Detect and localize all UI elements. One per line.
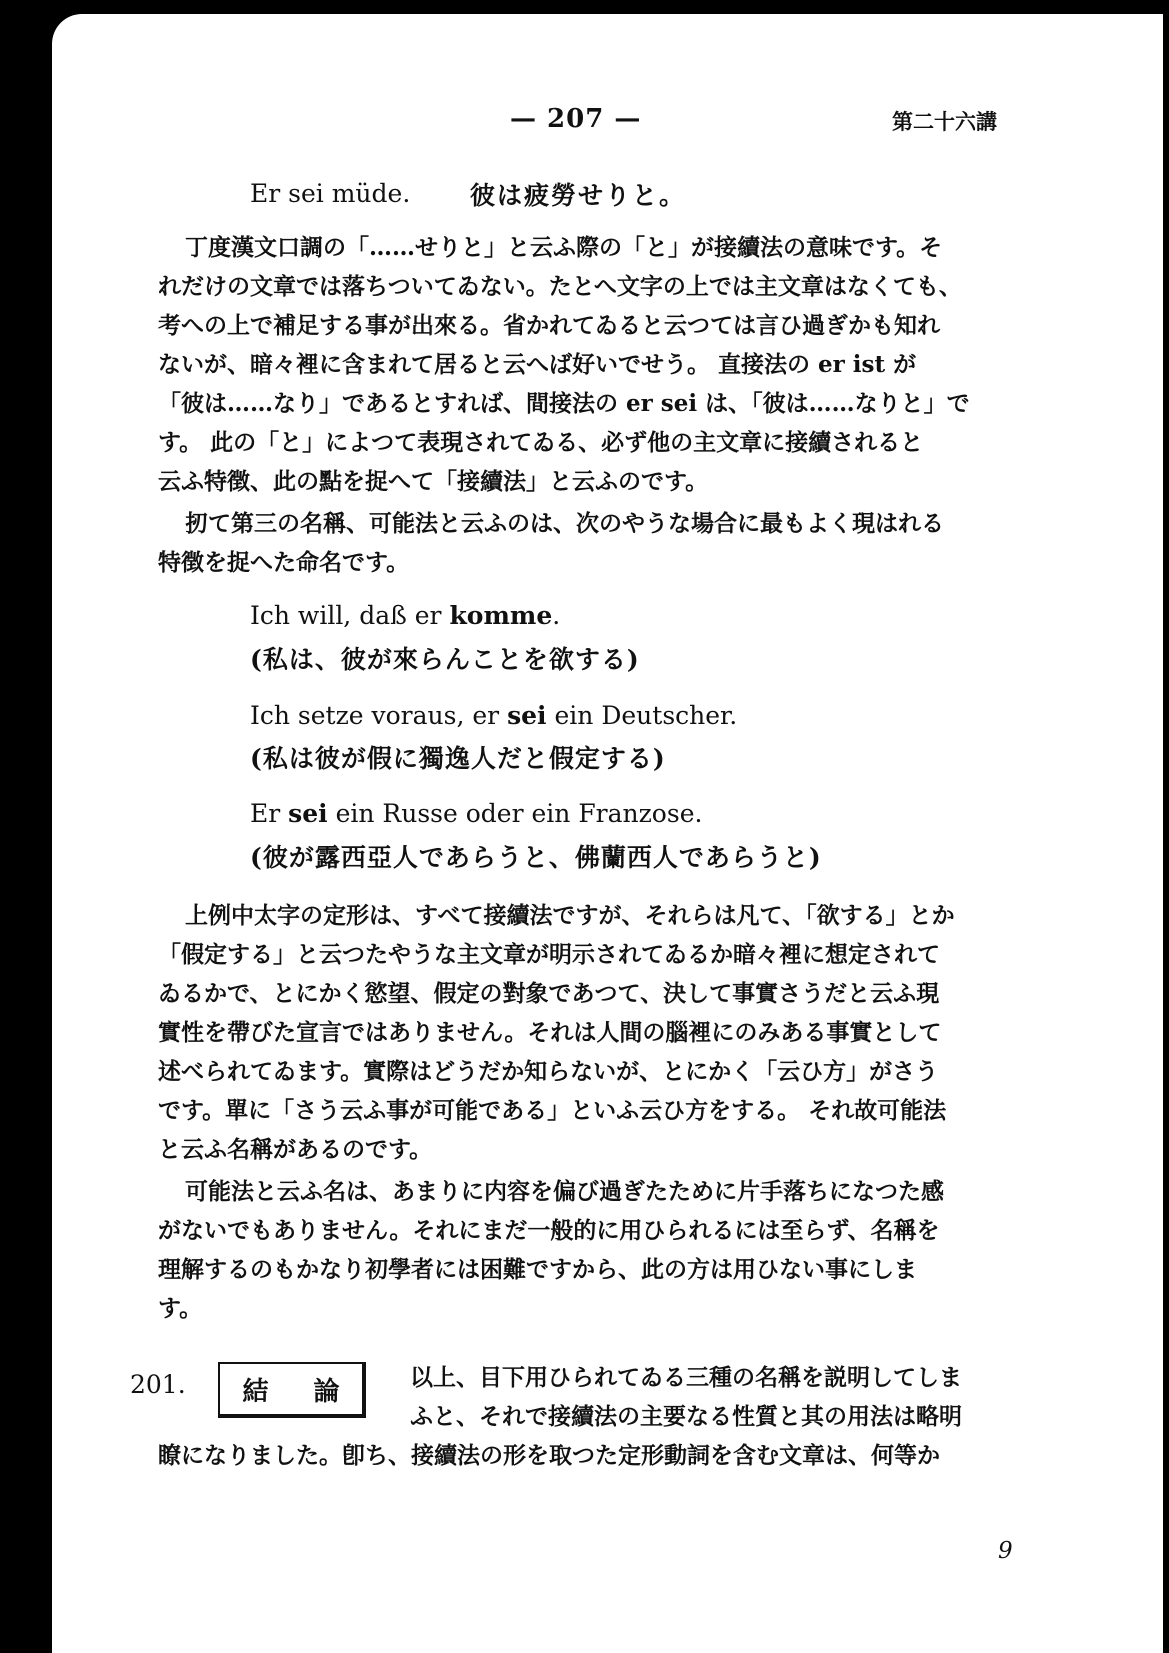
section-line: 瞭になりました。卽ち、接續法の形を取つた定形動詞を含む文章は、何等か bbox=[158, 1442, 940, 1469]
paragraph3-line: ゐるかで、とにかく慾望、假定の對象であつて、決して事實さうだと云ふ現 bbox=[158, 980, 940, 1007]
paragraph1-line: れだけの文章では落ちついてゐない。たとへ文字の上では主文章はなくても、 bbox=[158, 273, 962, 300]
chapter-title: 第二十六講 bbox=[892, 109, 997, 134]
example0-japanese: 彼は疲勞せりと。 bbox=[470, 181, 687, 210]
section-number: 201. bbox=[130, 1370, 186, 1399]
paragraph4-line: す。 bbox=[158, 1295, 203, 1322]
paragraph3-line: 上例中太字の定形は、すべて接續法ですが、それらは凡て、「欲する」とか bbox=[185, 902, 955, 929]
paragraph4-line: 理解するのもかなり初學者には困難ですから、此の方は用ひない事にしま bbox=[158, 1256, 917, 1283]
paragraph3-line: と云ふ名稱があるのです。 bbox=[158, 1136, 433, 1163]
section-line: ふと、それで接續法の主要なる性質と其の用法は略明 bbox=[410, 1403, 962, 1430]
folio-number: 9 bbox=[998, 1538, 1013, 1564]
paragraph3-line: 「假定する」と云つたやうな主文章が明示されてゐるか暗々裡に想定されて bbox=[158, 941, 940, 968]
page-number: — 207 — bbox=[510, 104, 642, 134]
paragraph3-line: 實性を帶びた宣言ではありません。それは人間の腦裡にのみある事實として bbox=[158, 1019, 942, 1046]
example-german: Ich will, daß er komme. bbox=[250, 601, 561, 630]
paragraph3-line: 述べられてゐます。實際はどうだか知らないが、とにかく「云ひ方」がさう bbox=[158, 1058, 939, 1085]
paragraph4-line: 可能法と云ふ名は、あまりに内容を偏び過ぎたために片手落ちになつた感 bbox=[185, 1178, 944, 1205]
example-german: Ich setze voraus, er sei ein Deutscher. bbox=[250, 701, 738, 730]
paragraph2-line: 特徴を捉へた命名です。 bbox=[158, 549, 410, 576]
paragraph1-line: ないが、暗々裡に含まれて居ると云へば好いでせう。 直接法の er ist が bbox=[158, 351, 917, 378]
section-title-box: 結 論 bbox=[218, 1362, 366, 1418]
example-german: Er sei ein Russe oder ein Franzose. bbox=[250, 799, 703, 828]
section-line: 以上、目下用ひられてゐる三種の名稱を説明してしま bbox=[410, 1364, 962, 1391]
paragraph3-line: です。單に「さう云ふ事が可能である」といふ云ひ方をする。 それ故可能法 bbox=[158, 1097, 947, 1124]
paragraph1-line: 「彼は……なり」であるとすれば、間接法の er sei は、「彼は……なりと」で bbox=[158, 390, 970, 417]
paragraph1-line: す。 此の「と」によつて表現されてゐる、必ず他の主文章に接續されると bbox=[158, 429, 924, 456]
scan-edge bbox=[1163, 0, 1169, 1653]
paragraph1-line: 丁度漢文口調の「……せりと」と云ふ際の「と」が接續法の意味です。そ bbox=[185, 234, 943, 261]
example-japanese: (私は彼が假に獨逸人だと假定する) bbox=[250, 744, 666, 773]
example0-german: Er sei müde. bbox=[250, 179, 411, 208]
paragraph4-line: がないでもありません。それにまだ一般的に用ひられるには至らず、名稱を bbox=[158, 1217, 940, 1244]
paragraph2-line: 扨て第三の名稱、可能法と云ふのは、次のやうな場合に最もよく現はれる bbox=[185, 510, 944, 537]
paragraph1-line: 云ふ特徴、此の點を捉へて「接續法」と云ふのです。 bbox=[158, 468, 709, 495]
example-japanese: (彼が露西亞人であらうと、佛蘭西人であらうと) bbox=[250, 843, 822, 872]
example-japanese: (私は、彼が來らんことを欲する) bbox=[250, 645, 640, 674]
paragraph1-line: 考への上で補足する事が出來る。省かれてゐると云つては言ひ過ぎかも知れ bbox=[158, 312, 940, 339]
